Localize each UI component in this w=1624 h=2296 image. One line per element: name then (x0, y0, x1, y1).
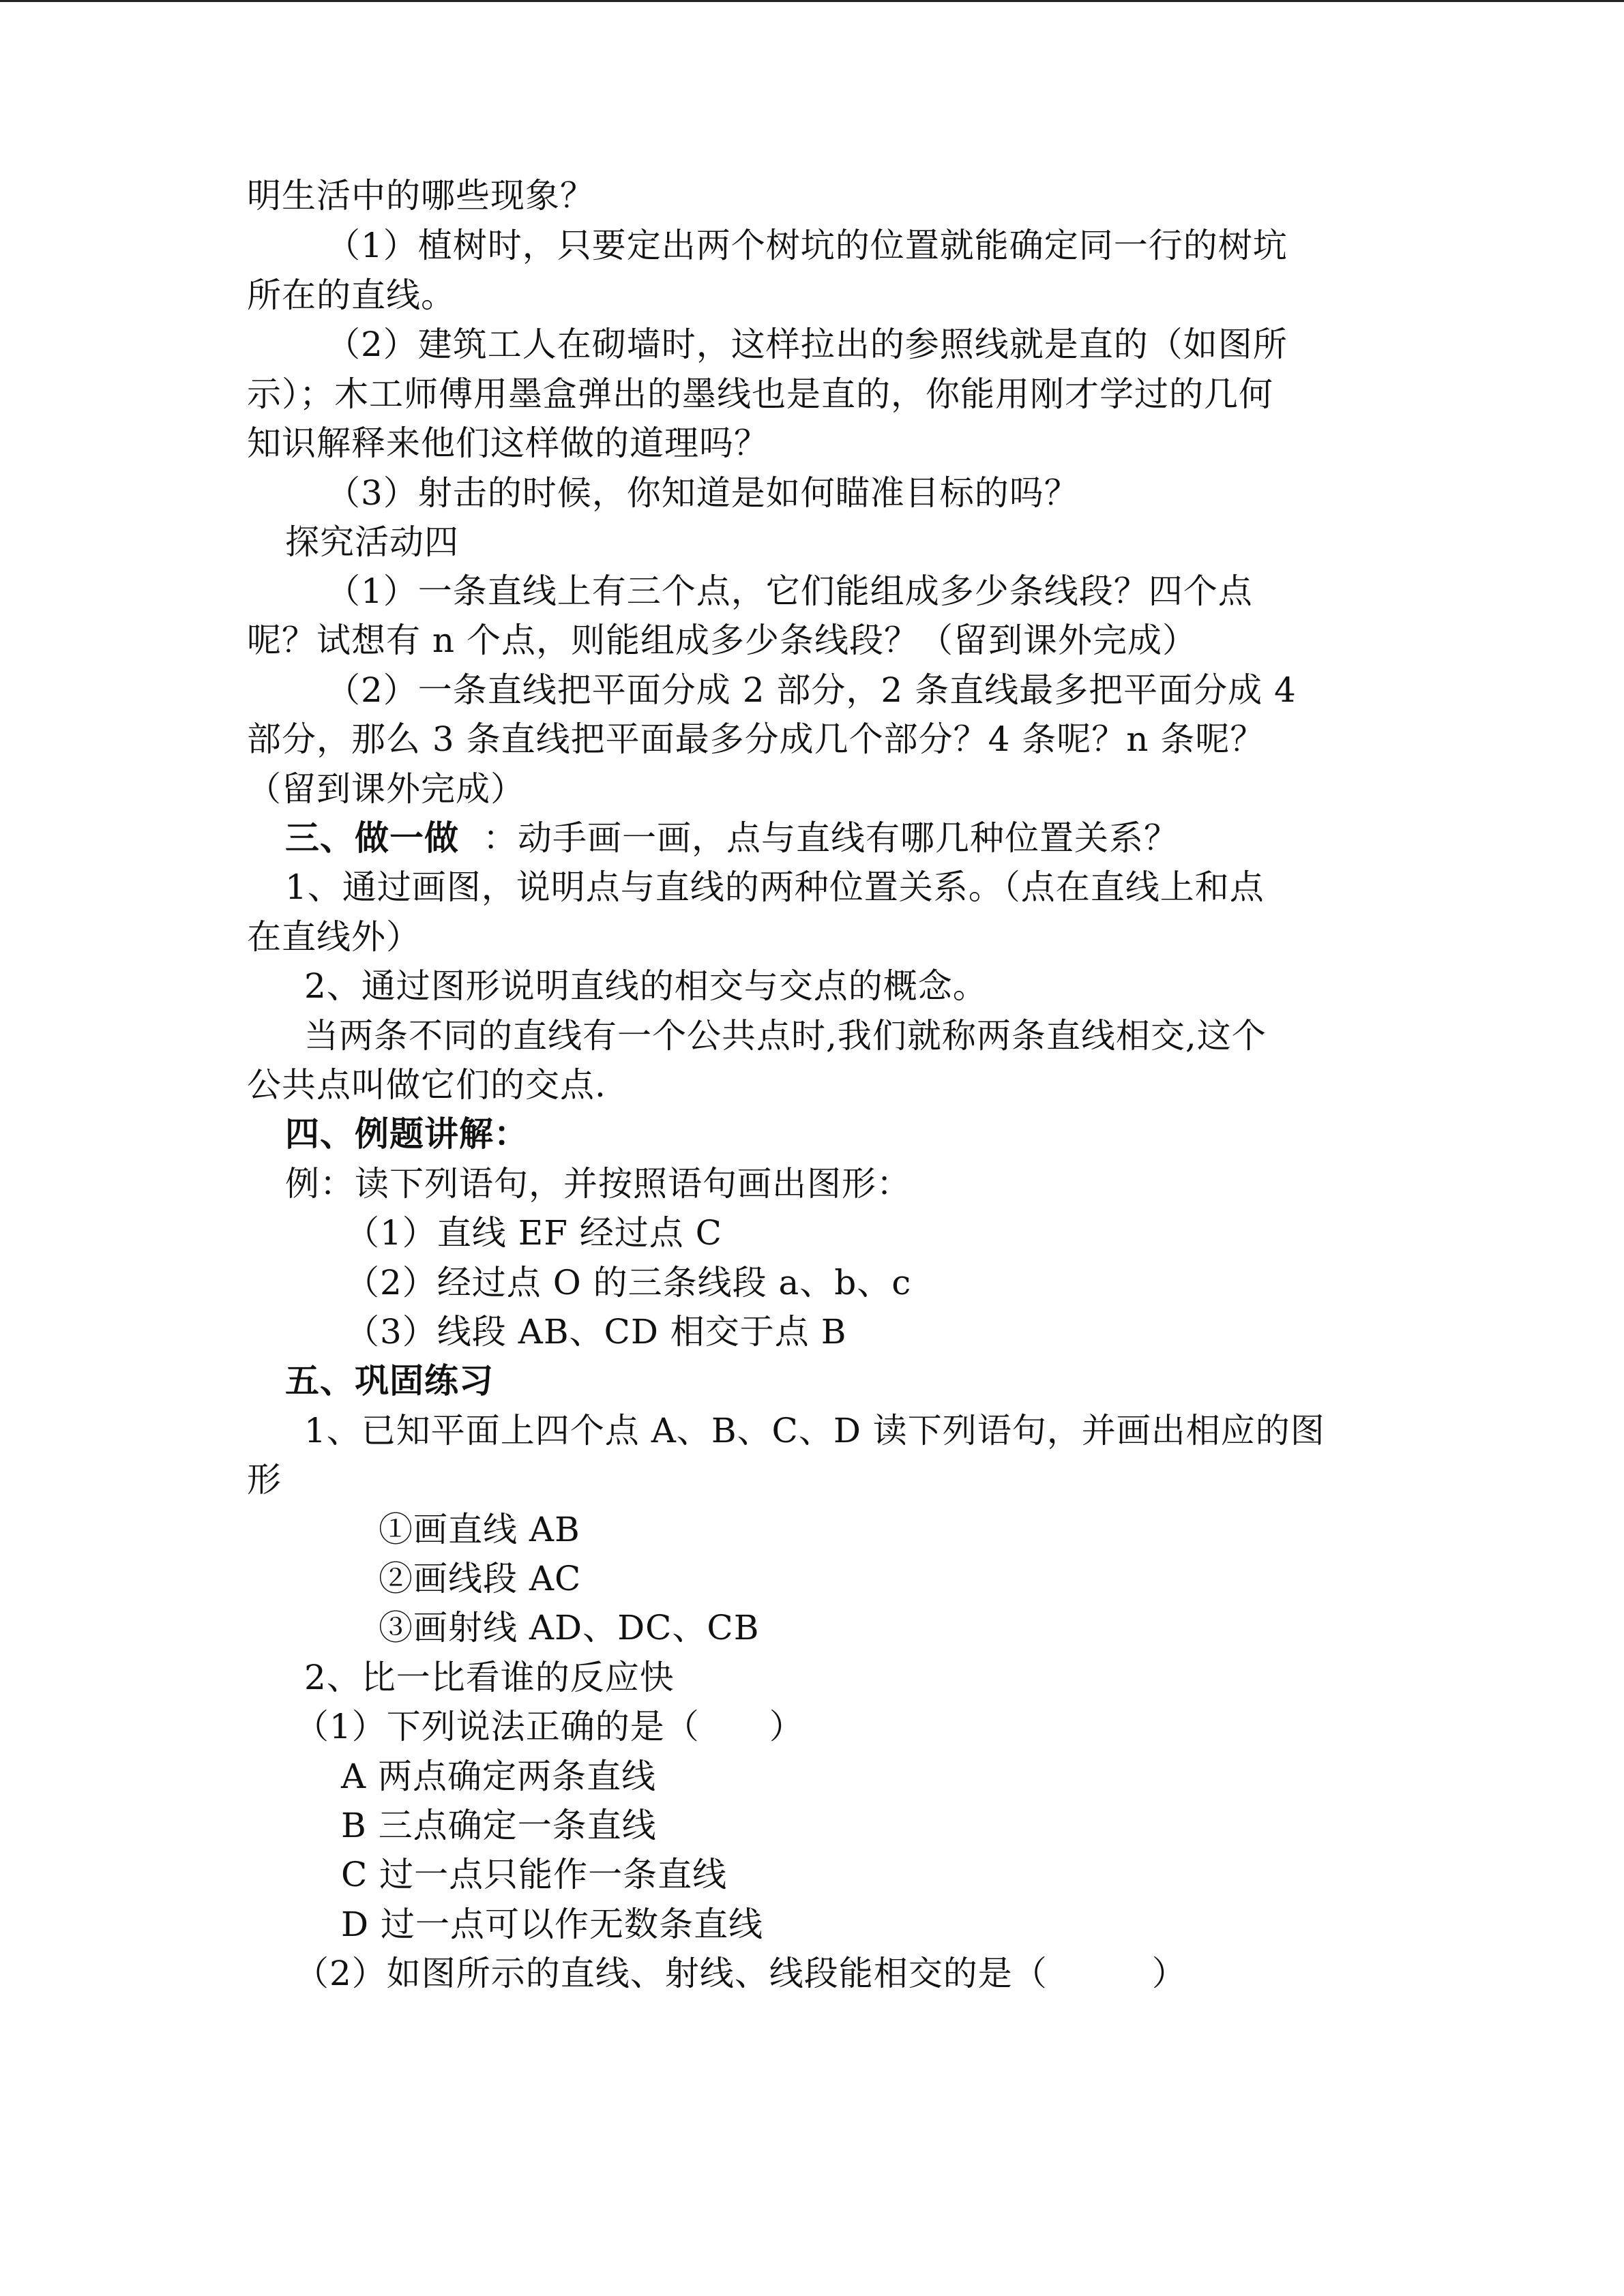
text-line: （2）建筑工人在砌墙时，这样拉出的参照线就是直的（如图所 (326, 325, 1288, 364)
text-line: 示）；木工师傅用墨盒弹出的墨线也是直的，你能用刚才学过的几何 (247, 374, 1273, 414)
text-line: （1）下列说法正确的是（ ） (295, 1707, 804, 1746)
text-line: C 过一点只能作一条直线 (341, 1855, 728, 1894)
text-line: A 两点确定两条直线 (341, 1757, 657, 1796)
text-line: D 过一点可以作无数条直线 (341, 1905, 763, 1944)
text-line: 形 (247, 1460, 282, 1500)
text-line: 呢？试想有 n 个点，则能组成多少条线段？（留到课外完成） (247, 621, 1197, 660)
text-line: （留到课外完成） (247, 769, 525, 809)
text-line: （2）经过点 O 的三条线段 a、b、c (345, 1263, 912, 1302)
text-line: （1）植树时，只要定出两个树坑的位置就能确定同一行的树坑 (326, 226, 1288, 265)
text-line: ：动手画一画，点与直线有哪几种位置关系？ (483, 818, 1179, 858)
text-line: （1）一条直线上有三个点，它们能组成多少条线段？四个点 (326, 571, 1253, 611)
text-line: ①画直线 AB (379, 1510, 580, 1549)
text-line: 公共点叫做它们的交点. (247, 1065, 606, 1105)
text-line: 知识解释来他们这样做的道理吗？ (247, 423, 769, 463)
text-line: 例：读下列语句，并按照语句画出图形： (285, 1164, 911, 1204)
text-line: 明生活中的哪些现象？ (247, 176, 595, 215)
text-line: （1）直线 EF 经过点 C (345, 1213, 722, 1253)
section-heading: 四、例题讲解： (285, 1114, 529, 1154)
text-line: B 三点确定一条直线 (341, 1806, 657, 1845)
text-line: （2）如图所示的直线、射线、线段能相交的是（ ） (295, 1954, 1187, 1993)
text-line: 部分，那么 3 条直线把平面最多分成几个部分？4 条呢？n 条呢？ (247, 719, 1265, 759)
text-line: 1、通过画图，说明点与直线的两种位置关系。（点在直线上和点 (285, 867, 1265, 907)
text-line: （3）线段 AB、CD 相交于点 B (345, 1312, 847, 1352)
text-line: 当两条不同的直线有一个公共点时,我们就称两条直线相交,这个 (304, 1016, 1267, 1056)
text-line: ②画线段 AC (379, 1559, 582, 1598)
text-line: ③画射线 AD、DC、CB (379, 1608, 760, 1648)
section-heading: 三、做一做 (285, 818, 459, 858)
text-line: 2、比一比看谁的反应快 (304, 1658, 675, 1697)
section-heading: 五、巩固练习 (285, 1361, 494, 1401)
text-line: 在直线外） (247, 917, 421, 957)
text-line: 所在的直线。 (247, 275, 456, 315)
text-line: （2）一条直线把平面分成 2 部分，2 条直线最多把平面分成 4 (326, 670, 1297, 710)
text-line: 探究活动四 (285, 522, 459, 562)
text-line: （3）射击的时候，你知道是如何瞄准目标的吗？ (326, 473, 1079, 513)
text-line: 1、已知平面上四个点 A、B、C、D 读下列语句，并画出相应的图 (304, 1411, 1325, 1450)
text-line: 2、通过图形说明直线的相交与交点的概念。 (304, 966, 988, 1006)
